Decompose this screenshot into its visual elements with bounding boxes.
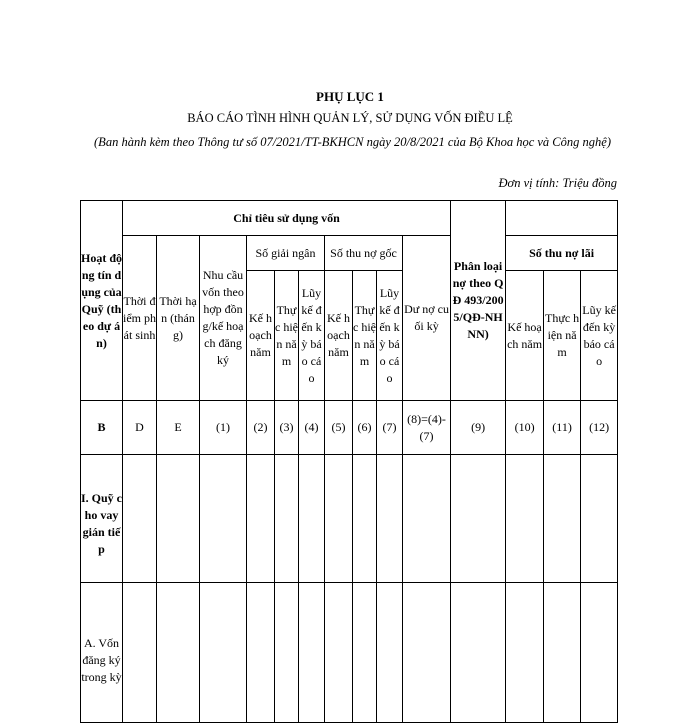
row-label: A. Vốn đăng ký trong kỳ (81, 583, 123, 723)
code-cell: B (81, 401, 123, 455)
code-cell: (1) (200, 401, 247, 455)
header-activity: Hoạt động tín dụng của Quỹ (theo dự án) (81, 201, 123, 401)
appendix-title: PHỤ LỤC 1 (316, 89, 384, 104)
code-cell: E (157, 401, 200, 455)
header-disbursed-group: Số giải ngân (247, 236, 325, 271)
code-cell: (6) (353, 401, 377, 455)
code-cell: (7) (377, 401, 403, 455)
header-principal-group: Số thu nợ gốc (325, 236, 403, 271)
code-cell: (10) (506, 401, 544, 455)
report-table (80, 200, 618, 723)
code-cell: (2) (247, 401, 275, 455)
header-classification: Phân loại nợ theo QĐ 493/2005/QĐ-NHNN) (451, 201, 506, 401)
code-cell: D (123, 401, 157, 455)
header-interest-plan: Kế hoạch năm (506, 271, 544, 401)
header-principal-actual: Thực hiện năm (353, 271, 377, 401)
header-interest-group: Số thu nợ lãi (506, 236, 618, 271)
row-label: I. Quỹ cho vay gián tiếp (81, 455, 123, 583)
header-term: Thời hạn (tháng) (157, 236, 200, 401)
header-blank (506, 201, 618, 236)
issued-note: (Ban hành kèm theo Thông tư số 07/2021/TT-BKHCN ngày 20/8/2021 của Bộ Khoa học và Công nghệ) (94, 135, 611, 149)
header-interest-cumulative: Lũy kế đến kỳ báo cáo (581, 271, 618, 401)
header-time-point: Thời điểm phát sinh (123, 236, 157, 401)
header-disbursed-cumulative: Lũy kế đến kỳ báo cáo (299, 271, 325, 401)
code-cell: (9) (451, 401, 506, 455)
table-row (81, 583, 618, 723)
code-cell: (12) (581, 401, 618, 455)
header-balance: Dư nợ cuối kỳ (403, 236, 451, 401)
header-principal-cumulative: Lũy kế đến kỳ báo cáo (377, 271, 403, 401)
code-cell: (11) (544, 401, 581, 455)
unit-label: Đơn vị tính: Triệu đồng (498, 176, 617, 190)
header-demand: Nhu cầu vốn theo hợp đồng/kế hoạch đăng ký (200, 236, 247, 401)
table-row (81, 455, 618, 583)
code-cell: (3) (275, 401, 299, 455)
report-title: BÁO CÁO TÌNH HÌNH QUẢN LÝ, SỬ DỤNG VỐN ĐIỀU LỆ (187, 111, 513, 125)
header-interest-actual: Thực hiện năm (544, 271, 581, 401)
header-principal-plan: Kế hoạch năm (325, 271, 353, 401)
code-cell: (8)=(4)-(7) (403, 401, 451, 455)
header-disbursed-plan: Kế hoạch năm (247, 271, 275, 401)
code-cell: (5) (325, 401, 353, 455)
header-disbursed-actual: Thực hiện năm (275, 271, 299, 401)
header-usage-group: Chỉ tiêu sử dụng vốn (123, 201, 451, 236)
code-cell: (4) (299, 401, 325, 455)
